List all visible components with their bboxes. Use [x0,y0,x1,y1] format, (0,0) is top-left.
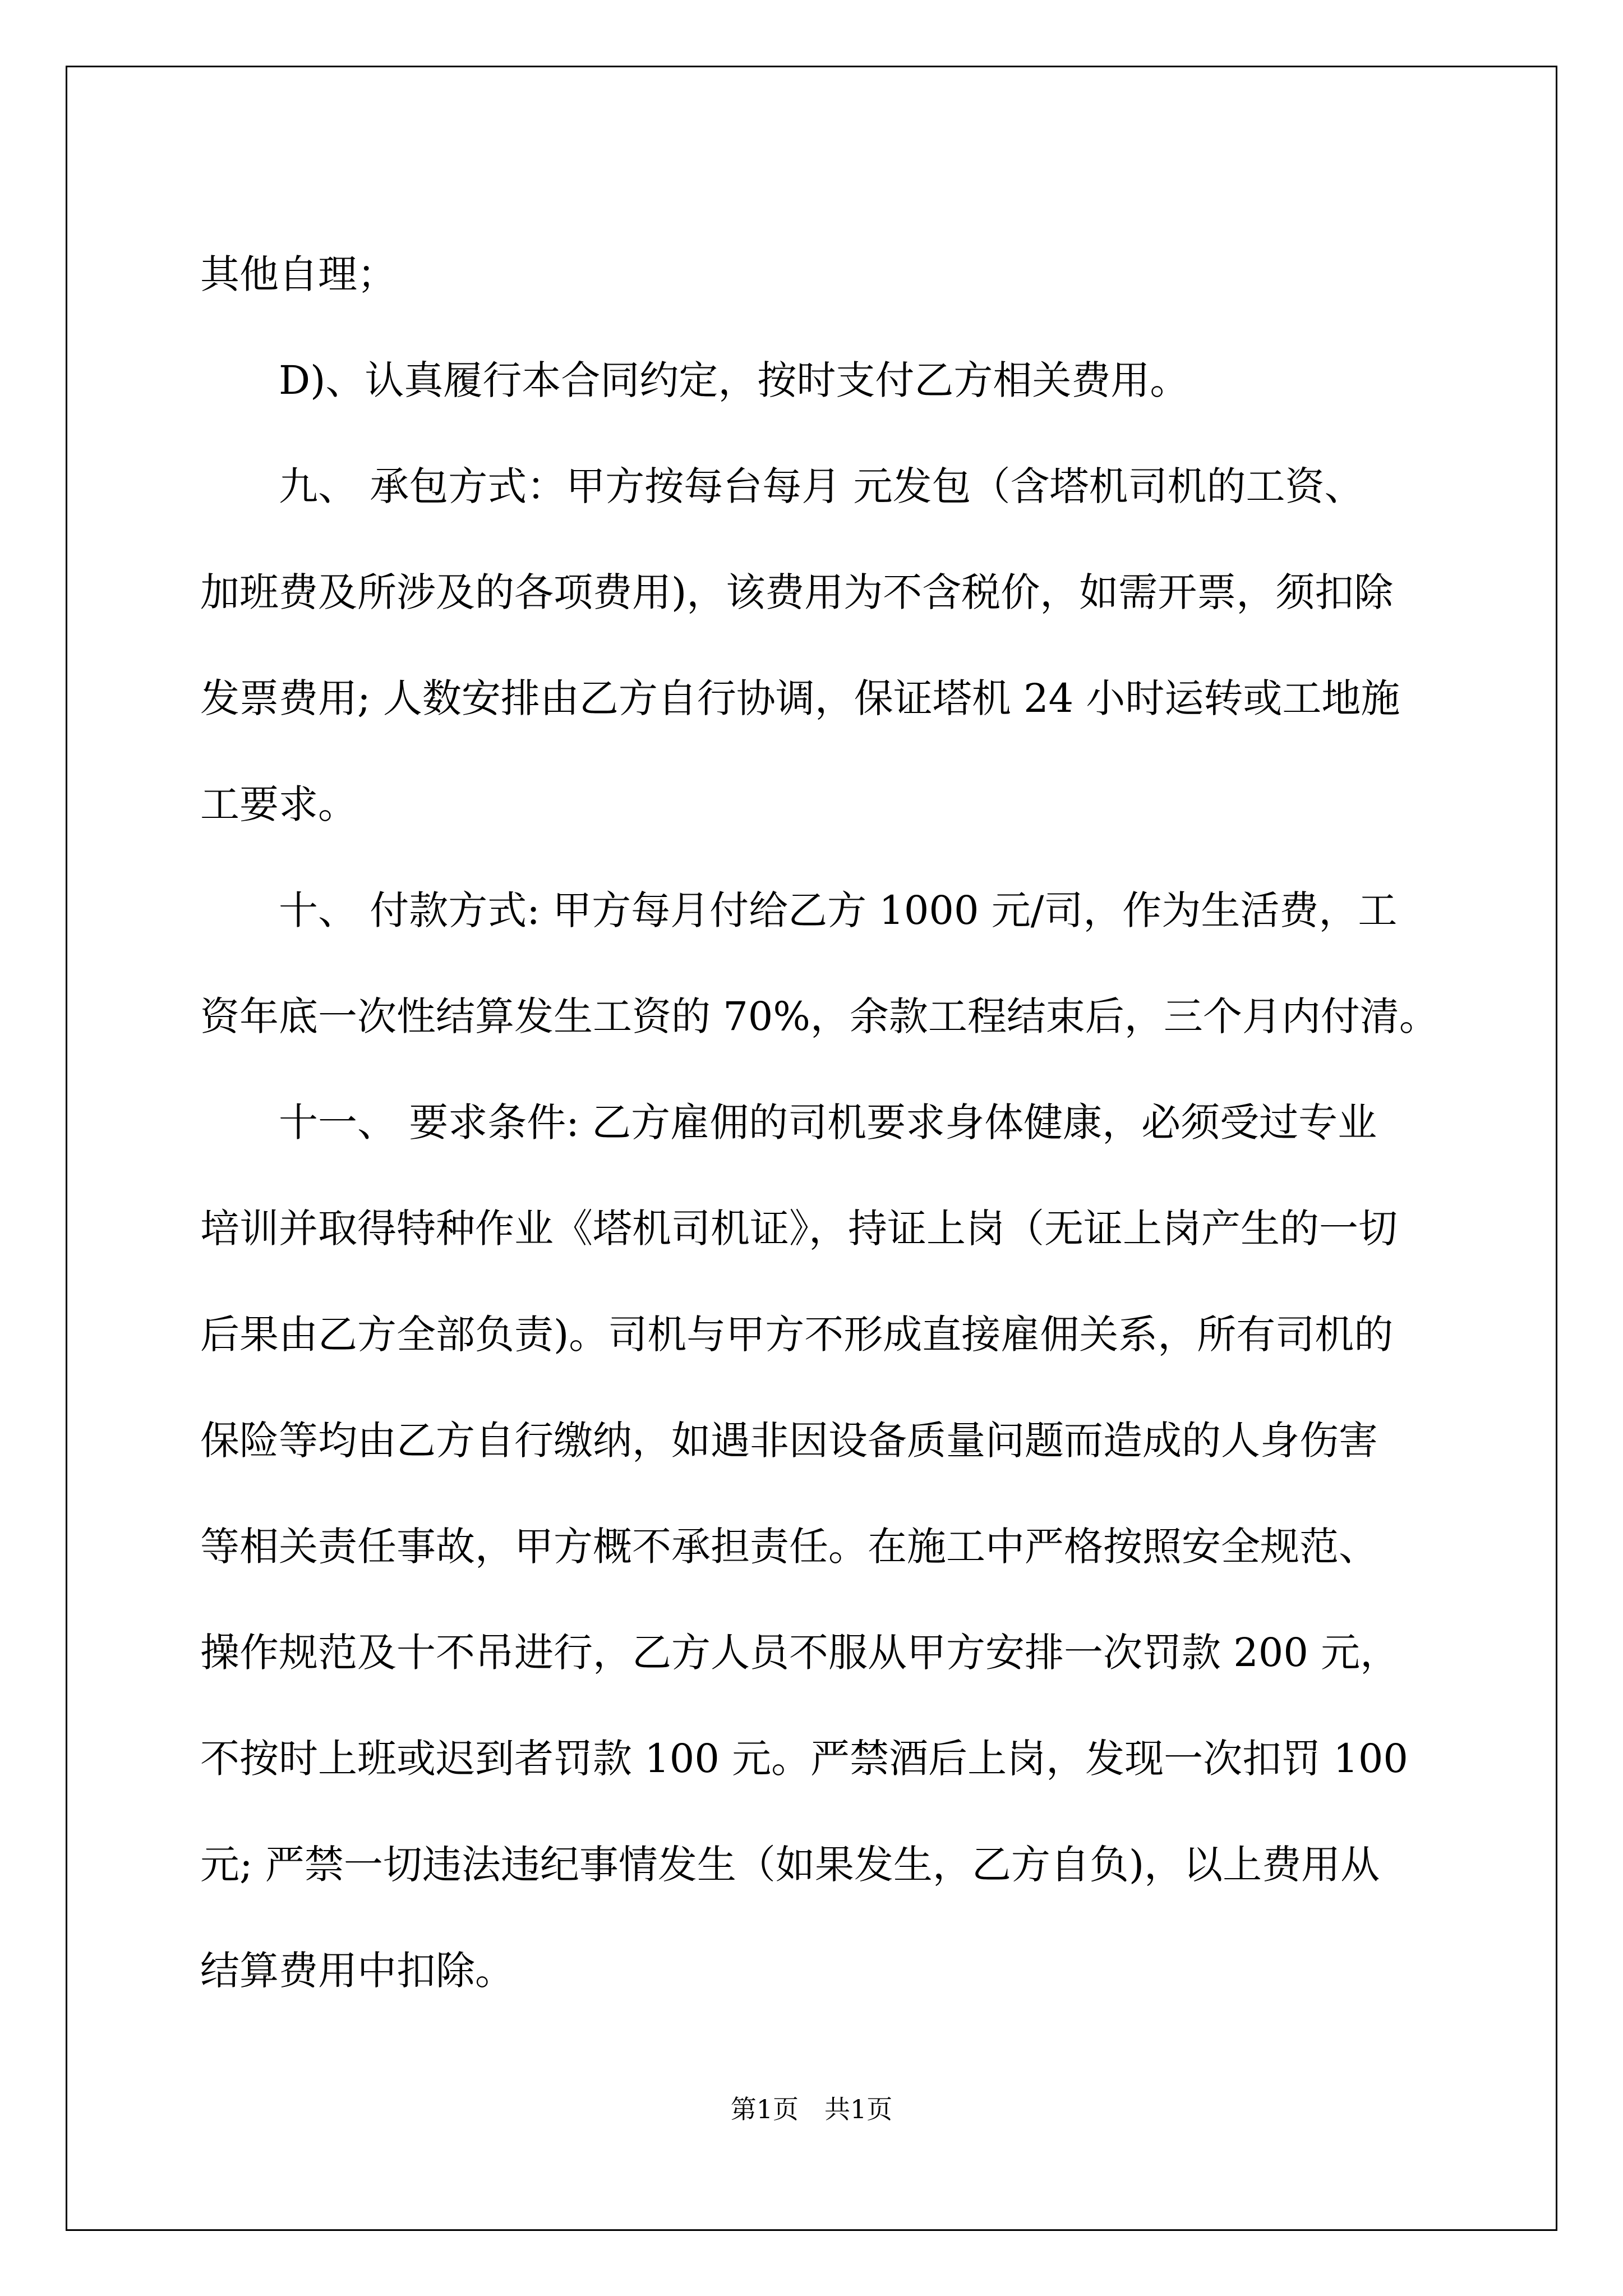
document-body [200,222,1438,2024]
text-line: 其他自理； [200,251,396,297]
text-line: 十、 付款方式: 甲方每月付给乙方 1000 元/司，作为生活费，工 [200,887,1398,933]
text-line: 结算费用中扣除。 [200,1948,514,1994]
text-line: 培训并取得特种作业《塔机司机证》，持证上岗（无证上岗产生的一切 [200,1205,1398,1251]
text-line: 操作规范及十不吊进行，乙方人员不服从甲方安排一次罚款 200 元， [200,1630,1400,1676]
text-line: 元; 严禁一切违法违纪事情发生（如果发生，乙方自负)，以上费用从 [200,1842,1380,1888]
text-line: 加班费及所涉及的各项费用)，该费用为不含税价，如需开票，须扣除 [200,569,1394,615]
text-line: 工要求。 [200,781,357,827]
text-line: 不按时上班或迟到者罚款 100 元。严禁酒后上岗，发现一次扣罚 100 [200,1736,1408,1782]
text-line: 资年底一次性结算发生工资的 70%，余款工程结束后，三个月内付清。 [200,993,1438,1039]
text-line: 十一、 要求条件: 乙方雇佣的司机要求身体健康，必须受过专业 [200,1099,1377,1145]
text-line: 九、 承包方式：甲方按每台每月 元发包（含塔机司机的工资、 [200,463,1364,509]
text-line: D)、认真履行本合同约定，按时支付乙方相关费用。 [200,357,1189,403]
text-line: 保险等均由乙方自行缴纳，如遇非因设备质量问题而造成的人身伤害 [200,1418,1378,1464]
text-line: 后果由乙方全部负责)。司机与甲方不形成直接雇佣关系，所有司机的 [200,1312,1394,1358]
text-line: 发票费用; 人数安排由乙方自行协调，保证塔机 24 小时运转或工地施 [200,675,1400,721]
page-number-footer: 第1页 共1页 [730,2094,893,2124]
text-line: 等相关责任事故，甲方概不承担责任。在施工中严格按照安全规范、 [200,1524,1378,1570]
